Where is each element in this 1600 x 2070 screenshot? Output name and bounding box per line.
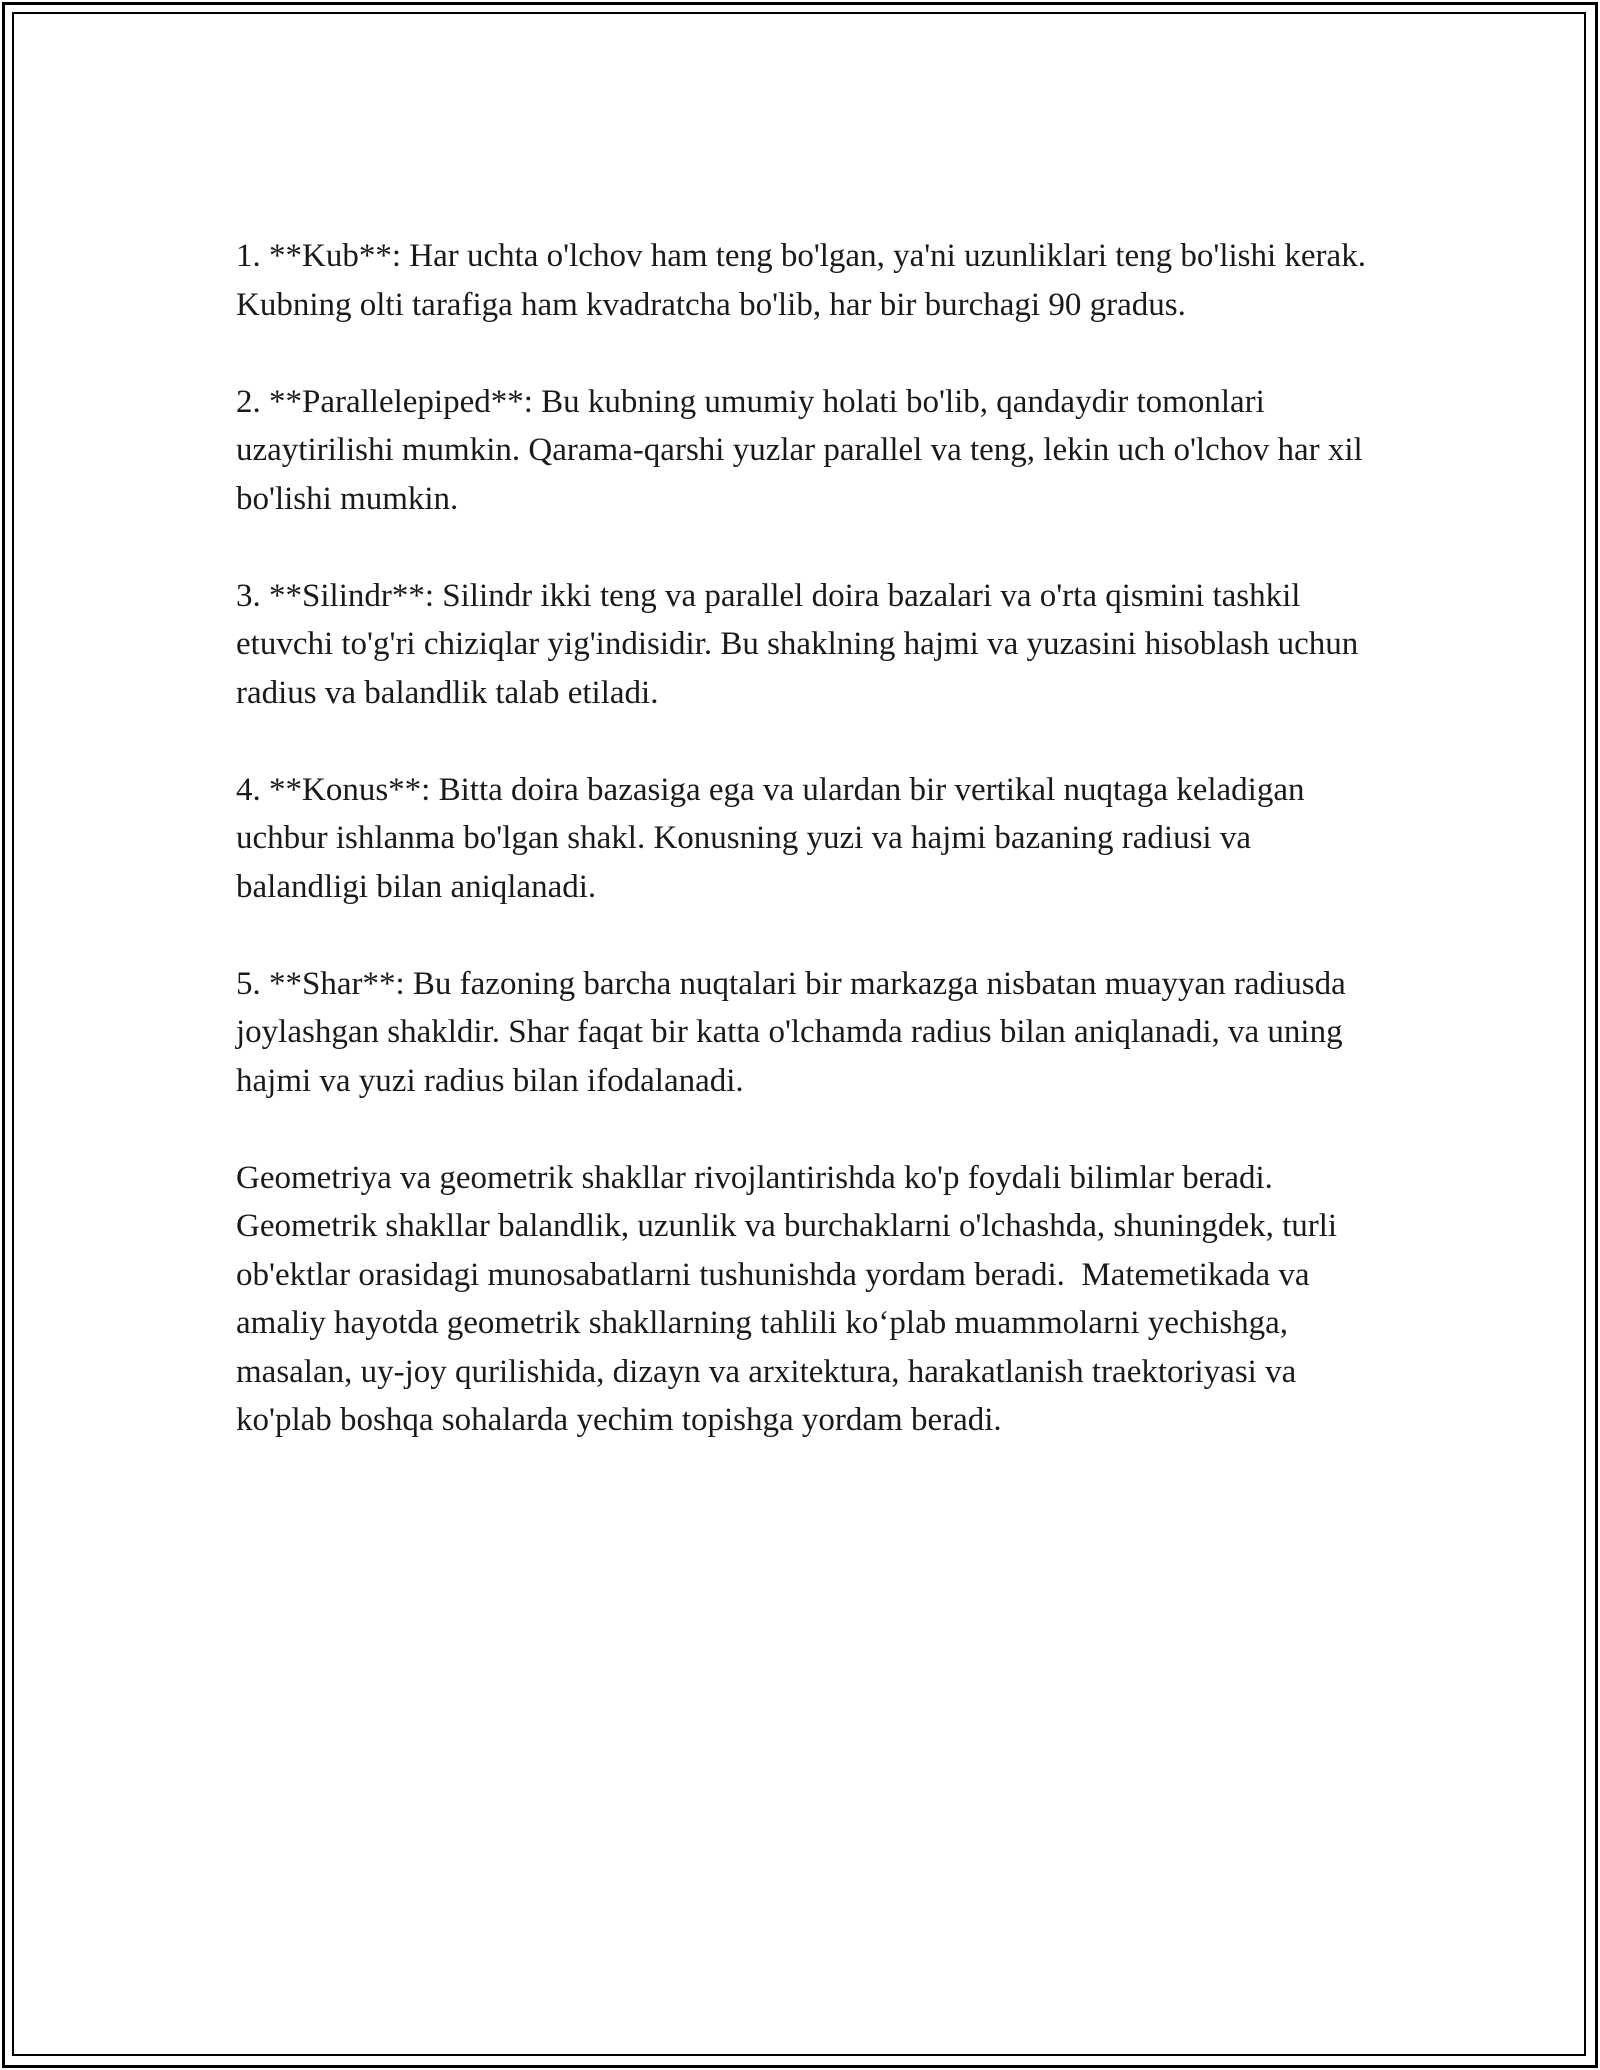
document-body [236, 232, 1376, 1493]
paragraph-konus: 4. **Konus**: Bitta doira bazasiga ega va ulardan bir vertikal nuqtaga keladigan uchbur ishlanma bo'lgan shakl. Konusning yuzi va hajmi bazaning radiusi va balandligi bilan aniqlanadi. [236, 771, 1313, 905]
paragraph-conclusion: Geometriya va geometrik shakllar rivojlantirishda ko'p foydali bilimlar beradi. Geometrik shakllar balandlik, uzunlik va burchaklarni o'lchashda, shuningdek, turli ob'ektlar orasidagi munosabatlarni tushunishda yordam beradi. Matemetikada va amaliy hayotda geometrik shakllarning tahlili ko‘plab muammolarni yechishga, masalan, uy-joy qurilishida, dizayn va arxitektura, harakatlanish traektoriyasi va ko'plab boshqa sohalarda yechim topishga yordam beradi. [236, 1159, 1346, 1438]
paragraph-shar: 5. **Shar**: Bu fazoning barcha nuqtalari bir markazga nisbatan muayyan radiusda joylashgan shakldir. Shar faqat bir katta o'lchamda radius bilan aniqlanadi, va uning hajmi va yuzi radius bilan ifodalanadi. [236, 965, 1354, 1099]
paragraph-silindr: 3. **Silindr**: Silindr ikki teng va parallel doira bazalari va o'rta qismini tashkil etuvchi to'g'ri chiziqlar yig'indisidir. Bu shaklning hajmi va yuzasini hisoblash uchun radius va balandlik talab etiladi. [236, 577, 1367, 711]
paragraph-kub: 1. **Kub**: Har uchta o'lchov ham teng bo'lgan, ya'ni uzunliklari teng bo'lishi kerak. Kubning olti tarafiga ham kvadratcha bo'lib, har bir burchagi 90 gradus. [236, 238, 1375, 323]
paragraph-parallelepiped: 2. **Parallelepiped**: Bu kubning umumiy holati bo'lib, qandaydir tomonlari uzaytirilishi mumkin. Qarama-qarshi yuzlar parallel va teng, lekin uch o'lchov har xil bo'lishi mumkin. [236, 383, 1371, 517]
